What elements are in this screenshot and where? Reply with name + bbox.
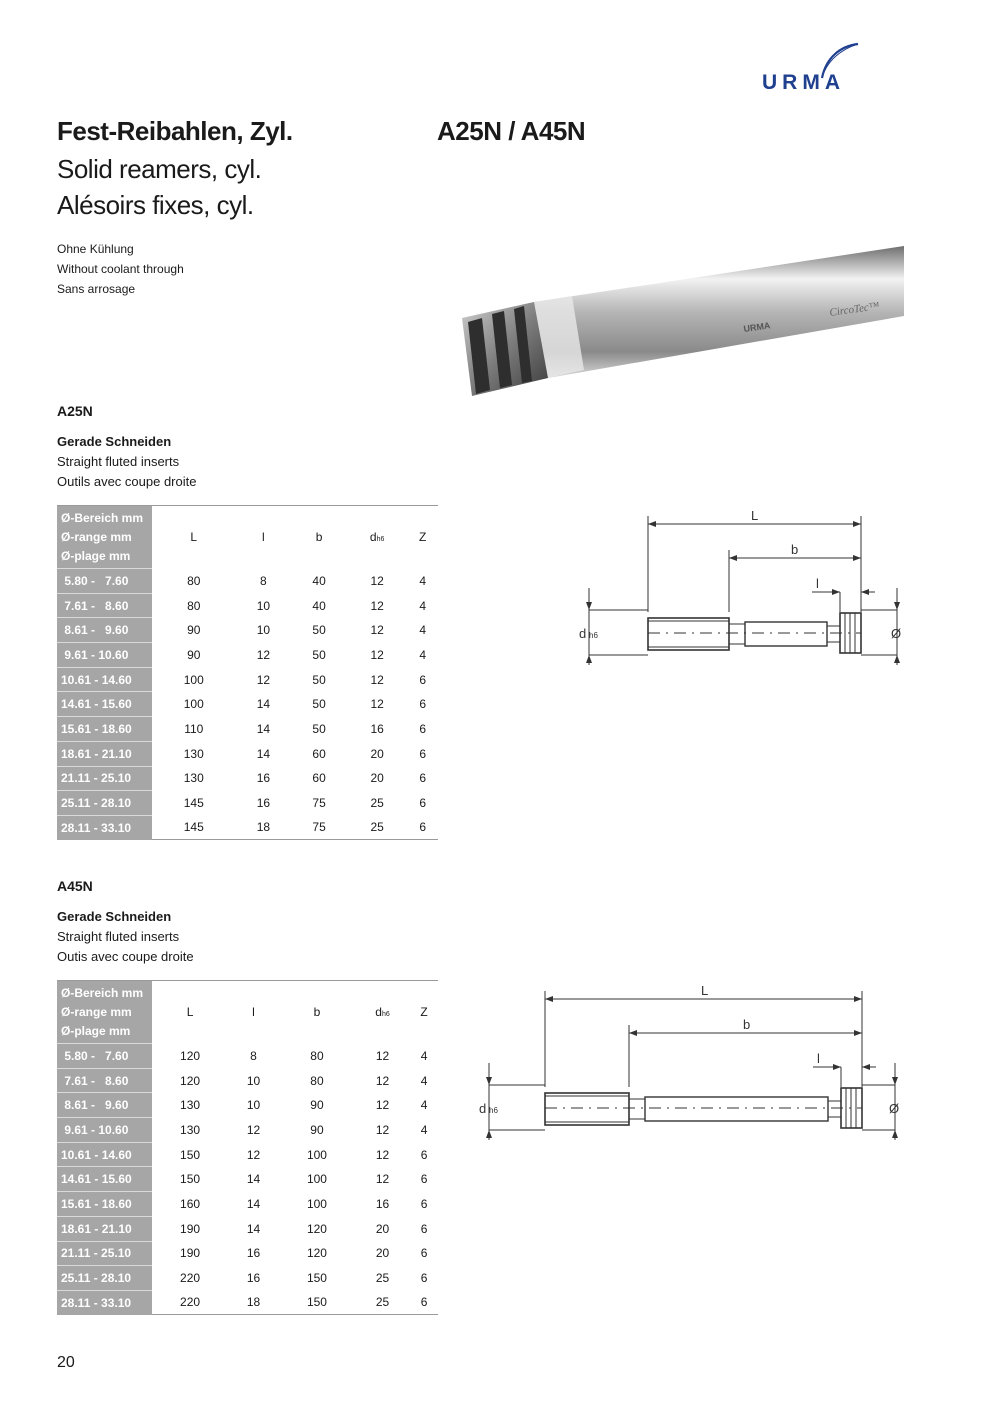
col-header-d-main: d [369,530,377,545]
cell-L: 220 [152,1290,228,1314]
cell-b: 50 [312,672,326,687]
cell-l: 14 [246,1221,261,1236]
cell-z: 6 [407,815,438,839]
cell-z: 6 [419,721,426,736]
cell-z: 6 [419,746,426,761]
cell-b: 100 [306,1172,327,1187]
cell-b: 120 [306,1221,327,1236]
range-header-de: Ø-Bereich mm [61,510,144,525]
logo-text: URMA [762,71,845,94]
range-cell: 14.61 - 15.60 [57,692,152,717]
cell-l: 16 [246,1271,261,1286]
table-row [57,1216,438,1241]
table-row [57,643,438,668]
title-german: Fest-Reibahlen, Zyl. [57,116,293,146]
range-header-fr: Ø-plage mm [61,548,131,563]
range-cell: 25.11 - 28.10 [57,1266,152,1291]
urma-logo [760,40,910,100]
col-header-l: l [252,1005,255,1020]
cell-d: 12 [370,598,384,613]
cell-z: 4 [419,623,426,638]
cell-b: 150 [306,1271,327,1286]
table-row [57,1118,438,1143]
coolant-note-fr: Sans arrosage [57,282,136,296]
a45n-table-body [57,1044,438,1315]
col-header-d-sub: h6 [381,1011,390,1019]
drawing-label-b: b [791,542,799,557]
a45n-sub-de: Gerade Schneiden [57,909,172,924]
drawing-label-d-sub: h6 [489,1106,498,1115]
a25n-heading: A25N [57,403,93,419]
reamer-photo [452,244,904,414]
cell-L: 190 [180,1221,201,1236]
cell-l: 10 [256,598,271,613]
a25n-sub-en: Straight fluted inserts [57,454,180,469]
cell-L: 90 [187,623,201,638]
table-header-row [57,506,438,569]
drawing-label-diameter: Ø [891,626,902,641]
drawing-label-diameter: Ø [889,1101,900,1116]
cell-l: 10 [256,623,271,638]
cell-l: 16 [256,796,271,811]
cell-L: 145 [183,796,204,811]
table-row [57,766,438,791]
range-cell: 9.61 - 10.60 [57,643,152,668]
drawing-label-L: L [701,983,709,998]
cell-z: 6 [420,1246,428,1261]
cell-d: 20 [370,771,384,786]
cell-L: 120 [180,1073,201,1088]
cell-z: 6 [420,1147,428,1162]
table-row [57,1093,438,1118]
photo-brand-text: URMA [742,320,772,334]
drawing-label-d: d [579,626,587,641]
drawing-label-l: l [817,1051,820,1066]
product-codes: A25N / A45N [437,116,586,146]
a45n-table [57,980,438,1315]
range-header-en: Ø-range mm [61,1004,132,1019]
cell-b: 90 [310,1098,324,1113]
table-row [57,1068,438,1093]
col-header-L: L [186,1005,194,1020]
table-row [57,593,438,618]
cell-L: 90 [187,647,201,662]
cell-l: 14 [256,746,271,761]
cell-z: 6 [420,1271,428,1286]
range-cell: 21.11 - 25.10 [57,1241,152,1266]
table-row [57,692,438,717]
cell-z: 4 [419,598,426,613]
col-header-z: Z [418,530,427,545]
cell-l: 12 [246,1122,261,1137]
cell-L: 80 [187,573,201,588]
table-row [57,1142,438,1167]
cell-d: 12 [370,672,384,687]
range-cell: 9.61 - 10.60 [57,1118,152,1143]
cell-L: 150 [180,1172,201,1187]
a25n-table-body [57,569,438,840]
table-row [57,717,438,742]
table-row [57,1167,438,1192]
cell-d: 20 [375,1221,390,1236]
cell-l: 14 [256,697,271,712]
a25n-drawing [575,500,915,680]
range-cell: 14.61 - 15.60 [57,1167,152,1192]
cell-d: 12 [370,573,384,588]
table-row [57,618,438,643]
table-header-row [57,981,438,1044]
a25n-sub-de: Gerade Schneiden [57,434,172,449]
cell-l: 14 [246,1196,261,1211]
col-header-d-sub: h6 [376,536,385,544]
table-row [57,1044,438,1069]
cell-d: 20 [375,1246,390,1261]
range-cell: 8.61 - 9.60 [57,1093,152,1118]
cell-z: 4 [420,1098,428,1113]
cell-l: 16 [246,1246,261,1261]
cell-b: 75 [291,815,347,839]
table-row [57,791,438,816]
cell-b: 80 [310,1048,324,1063]
col-header-z: Z [420,1005,428,1020]
cell-l: 12 [256,647,271,662]
cell-b: 80 [310,1073,324,1088]
cell-d: 12 [375,1073,390,1088]
cell-b: 60 [312,746,326,761]
range-cell: 25.11 - 28.10 [57,791,152,816]
range-cell: 18.61 - 21.10 [57,1216,152,1241]
col-header-d [355,981,410,1044]
range-cell: 18.61 - 21.10 [57,741,152,766]
cell-b: 150 [279,1290,355,1314]
title-french: Alésoirs fixes, cyl. [57,190,254,220]
table-row [57,1290,438,1314]
range-cell: 28.11 - 33.10 [57,815,152,839]
range-cell: 5.80 - 7.60 [57,569,152,594]
cell-d: 12 [375,1048,390,1063]
cell-z: 6 [410,1290,438,1314]
cell-z: 4 [420,1122,428,1137]
table-row [57,741,438,766]
cell-d: 25 [370,796,384,811]
cell-l: 12 [256,672,271,687]
cell-L: 220 [180,1271,201,1286]
drawing-label-L: L [751,508,759,523]
a45n-heading: A45N [57,878,93,894]
cell-d: 12 [370,647,384,662]
cell-L: 130 [183,771,204,786]
cell-L: 130 [180,1098,201,1113]
cell-d: 12 [370,623,384,638]
cell-d: 12 [375,1147,390,1162]
cell-l: 14 [246,1172,261,1187]
cell-z: 4 [419,573,426,588]
range-cell: 7.61 - 8.60 [57,593,152,618]
cell-b: 100 [306,1147,327,1162]
cell-z: 6 [419,796,426,811]
drawing-label-b: b [743,1017,751,1032]
cell-L: 190 [180,1246,201,1261]
table-row [57,1241,438,1266]
cell-L: 130 [183,746,204,761]
range-cell: 28.11 - 33.10 [57,1290,152,1314]
cell-d: 16 [370,721,384,736]
cell-L: 130 [180,1122,201,1137]
cell-l: 8 [260,573,267,588]
cell-b: 50 [312,623,326,638]
cell-L: 120 [180,1048,201,1063]
range-cell: 7.61 - 8.60 [57,1068,152,1093]
cell-z: 4 [419,647,426,662]
table-row [57,667,438,692]
cell-L: 100 [183,672,204,687]
cell-z: 6 [420,1221,428,1236]
cell-l: 8 [250,1048,257,1063]
range-cell: 10.61 - 14.60 [57,667,152,692]
cell-d: 16 [375,1196,390,1211]
cell-b: 40 [312,573,326,588]
cell-L: 145 [152,815,236,839]
cell-z: 6 [420,1172,428,1187]
cell-d: 12 [370,697,384,712]
range-header-en: Ø-range mm [61,529,132,544]
range-header-de: Ø-Bereich mm [61,985,144,1000]
title-english: Solid reamers, cyl. [57,154,262,184]
cell-d: 12 [375,1172,390,1187]
range-cell: 15.61 - 18.60 [57,1192,152,1217]
cell-d: 12 [375,1098,390,1113]
cell-z: 6 [419,672,426,687]
cell-b: 50 [312,697,326,712]
cell-l: 18 [236,815,292,839]
table-row [57,1266,438,1291]
cell-b: 50 [312,647,326,662]
a45n-drawing [475,975,915,1155]
cell-l: 16 [256,771,271,786]
col-header-l: l [262,530,265,545]
col-header-d-main: d [375,1005,382,1020]
cell-b: 120 [306,1246,327,1261]
cell-b: 40 [312,598,326,613]
cell-l: 14 [256,721,271,736]
drawing-label-l: l [816,576,819,591]
drawing-label-d-sub: h6 [589,631,598,640]
cell-l: 10 [246,1098,261,1113]
a45n-sub-fr: Outis avec coupe droite [57,949,194,964]
cell-b: 60 [312,771,326,786]
cell-z: 6 [419,697,426,712]
col-header-b: b [313,1005,321,1020]
coolant-note-en: Without coolant through [57,262,184,276]
cell-l: 10 [246,1073,261,1088]
drawing-label-d: d [479,1101,487,1116]
cell-l: 18 [228,1290,279,1314]
page-number: 20 [57,1354,75,1371]
cell-b: 90 [310,1122,324,1137]
cell-l: 12 [246,1147,261,1162]
range-cell: 10.61 - 14.60 [57,1142,152,1167]
range-header-fr: Ø-plage mm [61,1023,131,1038]
cell-b: 50 [312,721,326,736]
coolant-note-de: Ohne Kühlung [57,242,134,256]
a45n-sub-en: Straight fluted inserts [57,929,180,944]
range-cell: 5.80 - 7.60 [57,1044,152,1069]
cell-z: 4 [420,1048,428,1063]
a25n-sub-fr: Outils avec coupe droite [57,474,197,489]
table-row [57,1192,438,1217]
cell-z: 6 [419,771,426,786]
cell-z: 6 [420,1196,428,1211]
col-header-b: b [315,530,323,545]
table-row [57,815,438,839]
col-header-d [347,506,407,569]
table-row [57,569,438,594]
range-header [57,506,152,569]
cell-L: 150 [180,1147,201,1162]
cell-L: 80 [187,598,201,613]
cell-L: 110 [184,721,204,736]
cell-d: 25 [347,815,407,839]
photo-product-text: CircoTec™ [828,300,881,319]
cell-L: 100 [183,697,204,712]
a25n-table [57,505,438,840]
range-header [57,981,152,1044]
cell-d: 25 [375,1271,390,1286]
cell-b: 100 [306,1196,327,1211]
cell-z: 4 [420,1073,428,1088]
cell-d: 25 [355,1290,410,1314]
cell-d: 12 [375,1122,390,1137]
range-cell: 8.61 - 9.60 [57,618,152,643]
cell-L: 160 [180,1196,201,1211]
range-cell: 21.11 - 25.10 [57,766,152,791]
col-header-L: L [190,530,198,545]
range-cell: 15.61 - 18.60 [57,717,152,742]
cell-d: 20 [370,746,384,761]
cell-b: 75 [312,796,326,811]
